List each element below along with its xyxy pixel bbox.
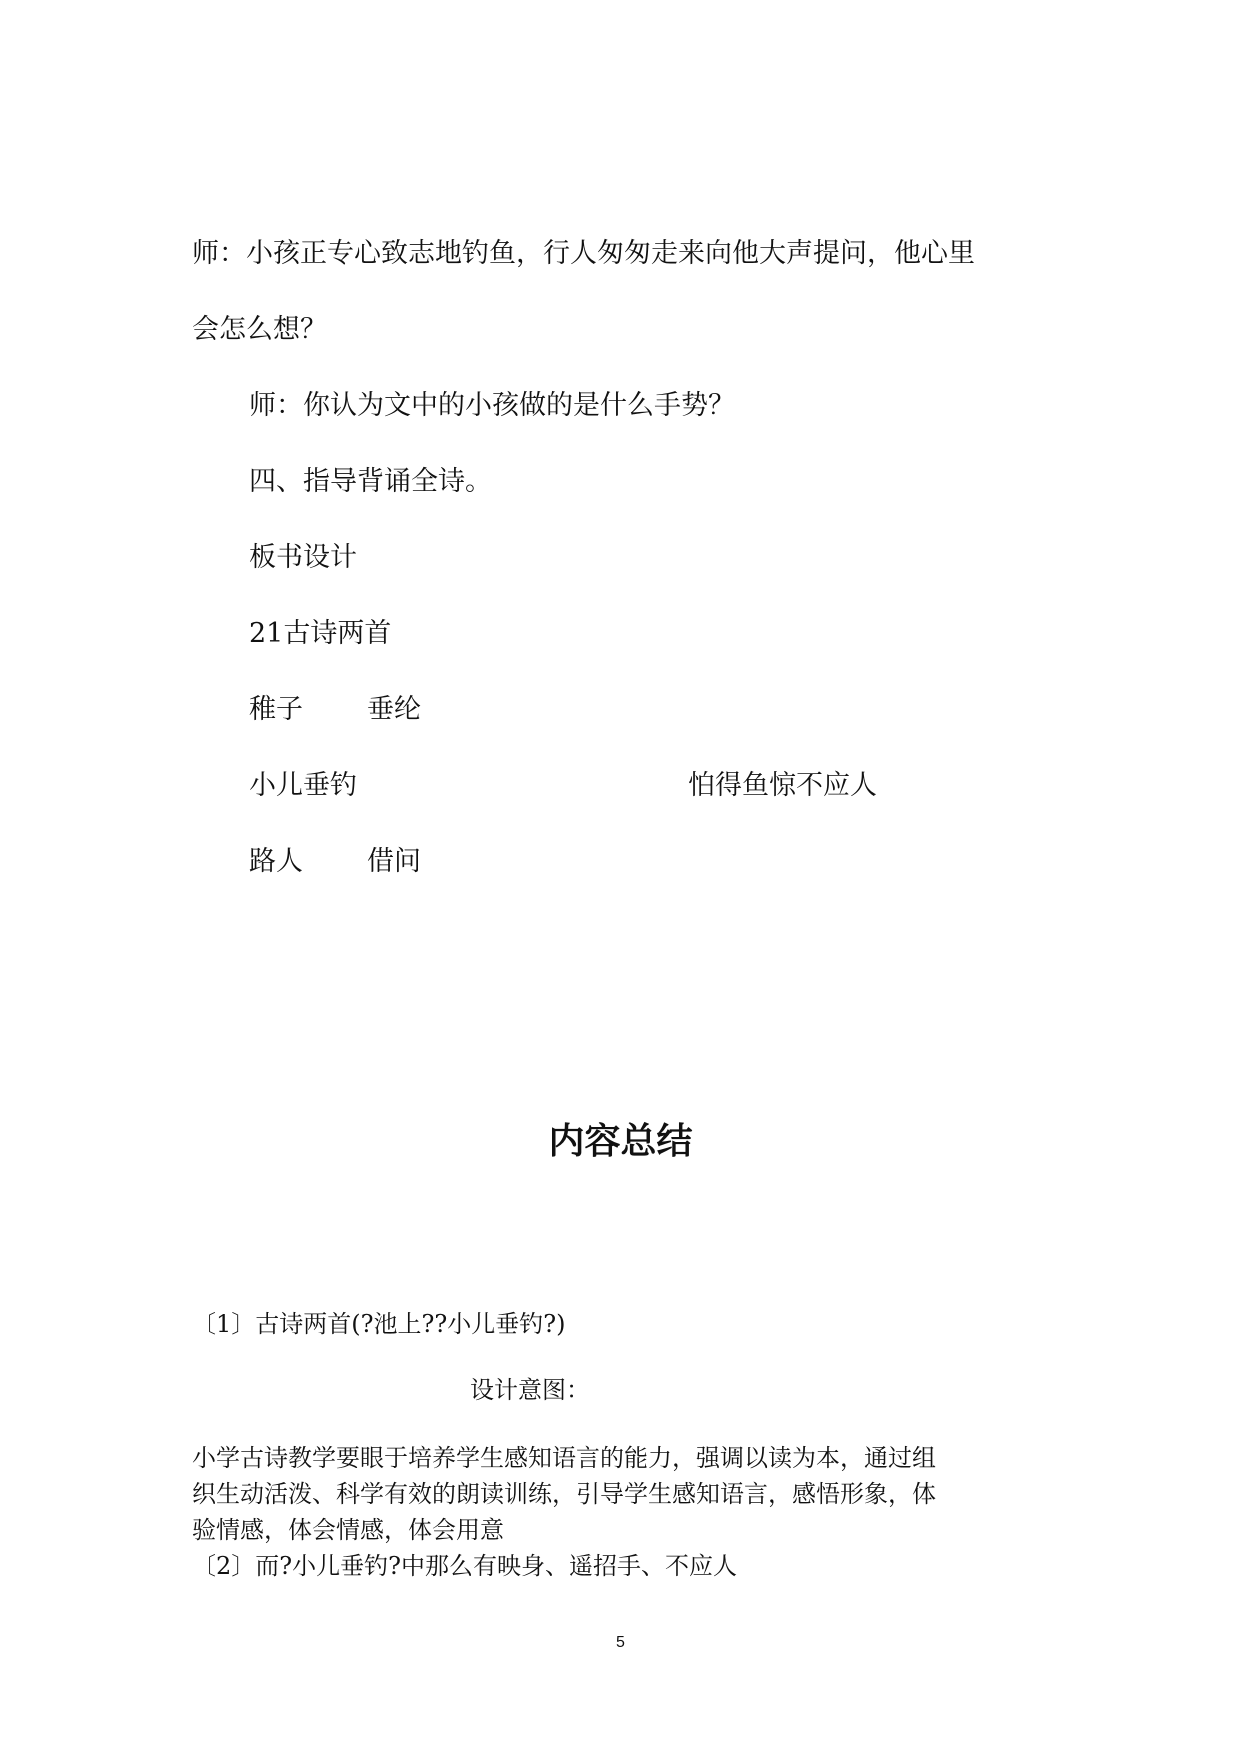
board-row1-left: 稚子 bbox=[249, 694, 303, 725]
summary-paragraph-line-3: 验情感，体会情感，体会用意 bbox=[192, 1516, 504, 1544]
board-design-heading: 板书设计 bbox=[249, 542, 357, 573]
teacher-question-line-1: 师：小孩正专心致志地钓鱼，行人匆匆走来向他大声提问，他心里 bbox=[192, 238, 975, 269]
design-intent-label: 设计意图： bbox=[470, 1376, 590, 1404]
board-row2-far: 怕得鱼惊不应人 bbox=[688, 770, 877, 801]
teacher-question-gesture: 师：你认为文中的小孩做的是什么手势？ bbox=[249, 390, 735, 421]
board-row3-right: 借问 bbox=[367, 846, 421, 877]
board-row1-right: 垂纶 bbox=[367, 694, 421, 725]
summary-paragraph-line-1: 小学古诗教学要眼于培养学生感知语言的能力，强调以读为本，通过组 bbox=[192, 1444, 936, 1472]
page-number: 5 bbox=[616, 1634, 625, 1651]
section-four-heading: 四、指导背诵全诗。 bbox=[249, 466, 492, 497]
lesson-title: 21古诗两首 bbox=[249, 618, 392, 649]
summary-item-1: 〔1〕古诗两首(?池上??小儿垂钓?) bbox=[192, 1310, 566, 1338]
summary-paragraph-line-2: 织生动活泼、科学有效的朗读训练，引导学生感知语言，感悟形象，体 bbox=[192, 1480, 936, 1508]
summary-item-2: 〔2〕而?小儿垂钓?中那么有映身、遥招手、不应人 bbox=[192, 1552, 738, 1580]
teacher-question-line-2: 会怎么想？ bbox=[192, 314, 327, 345]
board-row2-left: 小儿垂钓 bbox=[249, 770, 357, 801]
board-row3-left: 路人 bbox=[249, 846, 303, 877]
summary-title: 内容总结 bbox=[548, 1121, 693, 1162]
